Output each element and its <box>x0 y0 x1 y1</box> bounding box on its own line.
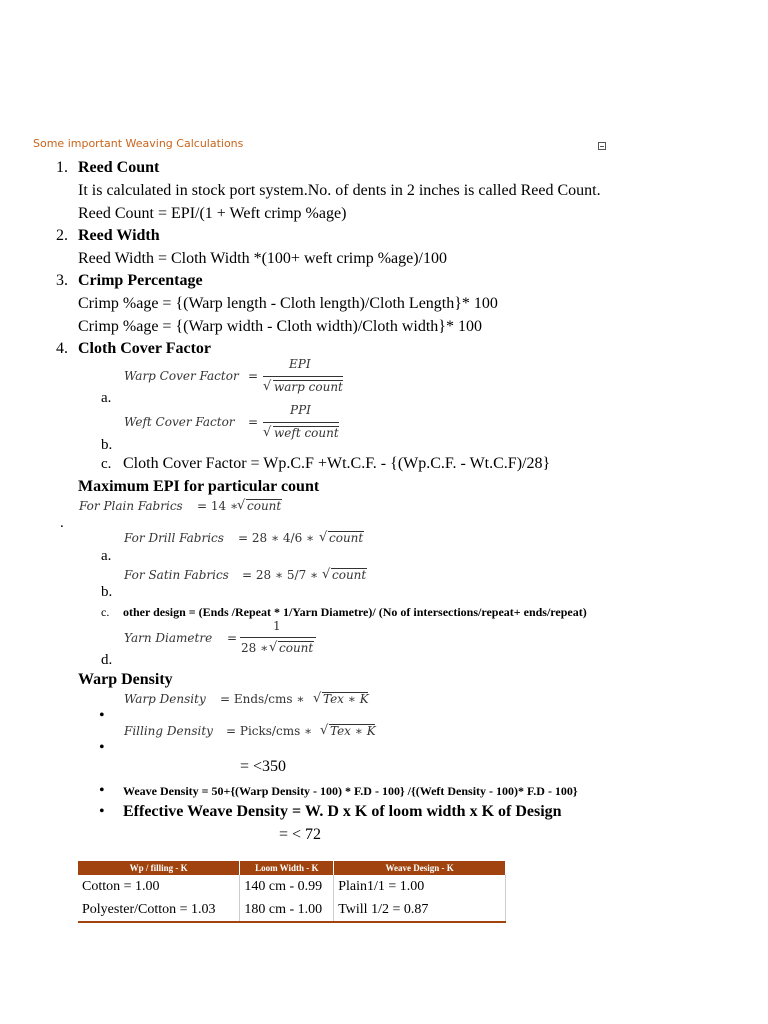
yarn-diametre-numerator: 1 <box>273 619 281 633</box>
plain-fabrics-rhs: = 14 ∗ <box>197 499 239 513</box>
item-number-3: 3. <box>56 272 68 289</box>
column-header-loom-width: Loom Width - K <box>240 861 334 875</box>
crimp-formula-length: Crimp %age = {(Warp length - Cloth length)/Cloth Length}* 100 <box>78 295 498 312</box>
weft-cover-denominator: weft count <box>274 426 339 440</box>
yarn-diametre-denominator: 28 ∗ <box>241 641 269 655</box>
cloth-cover-factor-formula: Cloth Cover Factor = Wp.C.F +Wt.C.F. - {(Wp.C.F. - Wt.C.F)/28} <box>123 455 551 472</box>
density-limit-72: = < 72 <box>279 826 322 843</box>
sqrt-icon: √ <box>313 691 322 706</box>
item-title-crimp: Crimp Percentage <box>78 272 203 289</box>
table-row <box>78 875 506 898</box>
fraction-bar <box>263 422 339 423</box>
item-title-reed-width: Reed Width <box>78 227 160 244</box>
max-epi-title: Maximum EPI for particular count <box>78 478 320 495</box>
table-cell: 180 cm - 1.00 <box>240 898 334 922</box>
equals-sign: = <box>248 415 259 429</box>
table-cell: Cotton = 1.00 <box>78 875 240 898</box>
table-cell: Twill 1/2 = 0.87 <box>334 898 506 922</box>
sqrt-icon: √ <box>320 723 329 738</box>
bullet-icon: • <box>99 739 105 756</box>
drill-fabrics-label: For Drill Fabrics <box>124 531 224 545</box>
sqrt-icon: √ <box>319 530 328 545</box>
sub-item-a: a. <box>101 390 112 406</box>
count-term: count <box>279 641 314 655</box>
yarn-diametre-label: Yarn Diametre <box>124 631 213 645</box>
table-cell: Polyester/Cotton = 1.03 <box>78 898 240 922</box>
page-heading: Some important Weaving Calculations <box>33 137 244 150</box>
plain-fabrics-label: For Plain Fabrics <box>79 499 183 513</box>
equals-sign: = <box>227 631 238 645</box>
reed-count-formula: Reed Count = EPI/(1 + Weft crimp %age) <box>78 205 347 222</box>
item-number-2: 2. <box>56 227 68 244</box>
warp-density-title: Warp Density <box>78 671 173 688</box>
sub-item-b: b. <box>101 584 113 600</box>
table-cell: Plain1/1 = 1.00 <box>334 875 506 898</box>
effective-weave-density-formula: Effective Weave Density = W. D x K of loom width x K of Design <box>123 803 562 820</box>
sub-item-c: c. <box>101 456 112 472</box>
item-title-reed-count: Reed Count <box>78 159 160 176</box>
table-cell: 140 cm - 0.99 <box>240 875 334 898</box>
reed-width-formula: Reed Width = Cloth Width *(100+ weft crimp %age)/100 <box>78 250 447 267</box>
weft-cover-factor-label: Weft Cover Factor <box>124 415 235 429</box>
tex-k-term: Tex ∗ K <box>323 692 369 706</box>
other-design-formula: other design = (Ends /Repeat * 1/Yarn Diametre)/ (No of intersections/repeat+ ends/repeat) <box>123 605 587 619</box>
item-number-1: 1. <box>56 159 68 176</box>
warp-cover-numerator: EPI <box>289 357 311 371</box>
density-limit-350: = <350 <box>240 758 287 775</box>
filling-density-label: Filling Density <box>124 724 213 738</box>
warp-cover-factor-label: Warp Cover Factor <box>124 369 239 383</box>
count-term: count <box>332 568 367 582</box>
satin-fabrics-label: For Satin Fabrics <box>124 568 229 582</box>
item-number-4: 4. <box>56 340 68 357</box>
count-term: count <box>247 499 282 513</box>
tex-k-term: Tex ∗ K <box>330 724 376 738</box>
fraction-bar <box>240 637 316 638</box>
drill-fabrics-rhs: = 28 ∗ 4/6 ∗ <box>238 531 315 545</box>
satin-fabrics-rhs: = 28 ∗ 5/7 ∗ <box>242 568 319 582</box>
sub-item-c: c. <box>101 605 110 619</box>
warp-density-label: Warp Density <box>124 692 206 706</box>
filling-density-rhs: = Picks/cms ∗ <box>226 724 313 738</box>
warp-density-rhs: = Ends/cms ∗ <box>220 692 305 706</box>
reed-count-description: It is calculated in stock port system.No. of dents in 2 inches is called Reed Count. <box>78 182 601 199</box>
weave-density-formula: Weave Density = 50+{(Warp Density - 100) * F.D - 100} /{(Weft Density - 100)* F.D - 100} <box>123 784 578 798</box>
k-values-table <box>78 861 506 923</box>
sub-item-b: b. <box>101 437 113 453</box>
bullet-icon: • <box>99 782 105 799</box>
collapse-toggle-icon[interactable] <box>598 142 606 150</box>
sqrt-icon: √ <box>263 425 272 440</box>
column-header-wp-filling: Wp / filling - K <box>78 861 240 875</box>
sub-item-d: d. <box>101 652 113 668</box>
sqrt-icon: √ <box>263 379 272 394</box>
dot-marker: . <box>60 515 64 531</box>
equals-sign: = <box>248 369 259 383</box>
bullet-icon: • <box>99 707 105 724</box>
sqrt-icon: √ <box>237 498 246 513</box>
item-title-cover-factor: Cloth Cover Factor <box>78 340 211 357</box>
sub-item-a: a. <box>101 548 112 564</box>
warp-cover-denominator: warp count <box>274 380 343 394</box>
table-header-row <box>78 861 506 875</box>
column-header-weave-design: Weave Design - K <box>334 861 506 875</box>
weft-cover-numerator: PPI <box>290 403 311 417</box>
crimp-formula-width: Crimp %age = {(Warp width - Cloth width)/Cloth width}* 100 <box>78 318 482 335</box>
bullet-icon: • <box>99 803 105 820</box>
sqrt-icon: √ <box>322 567 331 582</box>
fraction-bar <box>263 376 343 377</box>
count-term: count <box>329 531 364 545</box>
table-row <box>78 898 506 922</box>
sqrt-icon: √ <box>269 640 278 655</box>
